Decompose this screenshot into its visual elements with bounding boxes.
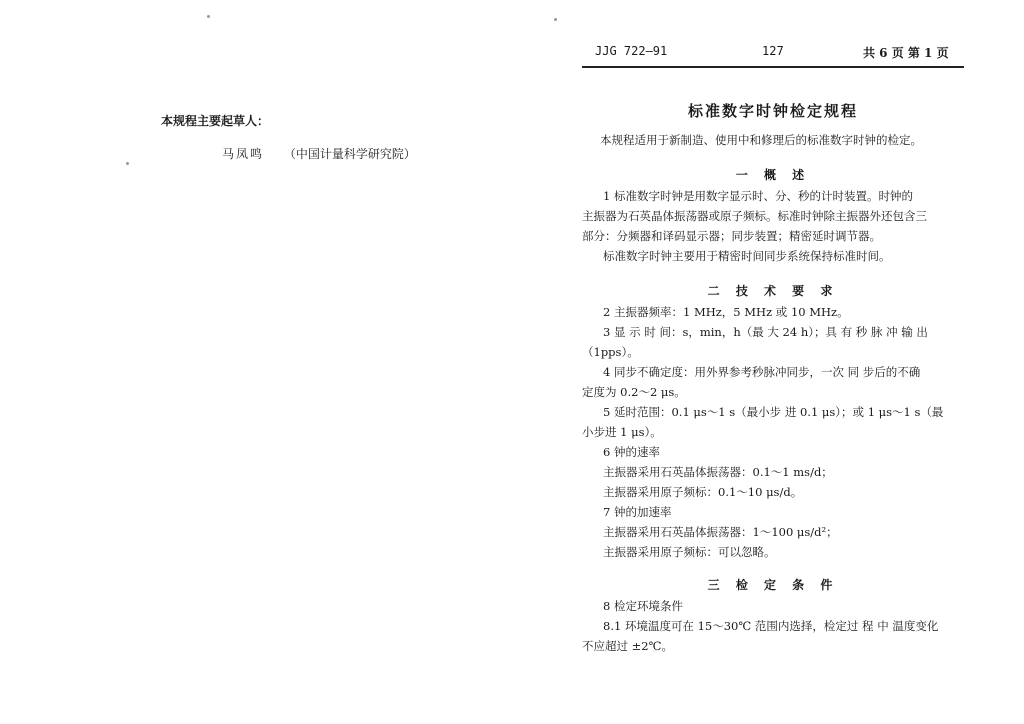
paragraph-line: 标准数字时钟主要用于精密时间同步系统保持标准时间。 bbox=[603, 249, 891, 263]
document-title: 标准数字时钟检定规程 bbox=[687, 102, 858, 120]
paragraph-line: 主振器采用原子频标：可以忽略。 bbox=[603, 545, 776, 559]
paragraph-line: 5 延时范围：0.1 μs～1 s（最小步 进 0.1 μs）；或 1 μs～1 s（最 bbox=[603, 405, 944, 419]
paragraph-line: 定度为 0.2～2 μs。 bbox=[582, 385, 686, 399]
paragraph-line: 小步进 1 μs）。 bbox=[582, 425, 662, 439]
scope-statement: 本规程适用于新制造、使用中和修理后的标准数字时钟的检定。 bbox=[600, 133, 922, 147]
paragraph-line: 6 钟的速率 bbox=[603, 445, 660, 459]
paragraph-line: 2 主振器频率：1 MHz，5 MHz 或 10 MHz。 bbox=[603, 305, 849, 319]
header-rule bbox=[582, 66, 964, 68]
drafter-name: 马凤鸣 bbox=[222, 147, 265, 161]
paragraph-line: 主振器采用石英晶体振荡器：1～100 μs/d²； bbox=[603, 525, 838, 539]
paragraph-line: 1 标准数字时钟是用数字显示时、分、秒的计时装置。时钟的 bbox=[603, 189, 913, 203]
section-heading-technical-requirements: 二 技 术 要 求 bbox=[707, 284, 839, 298]
paragraph-line: 3 显 示 时 间：s，min，h（最 大 24 h）；具 有 秒 脉 冲 输 出 bbox=[603, 325, 928, 339]
paragraph-line: 8.1 环境温度可在 15～30℃ 范围内选择，检定过 程 中 温度变化 bbox=[603, 619, 939, 633]
scan-speck bbox=[207, 15, 210, 18]
paragraph-line: 主振器为石英晶体振荡器或原子频标。标准时钟除主振器外还包含三 bbox=[582, 209, 927, 223]
paragraph-line: 主振器采用石英晶体振荡器：0.1～1 ms/d； bbox=[603, 465, 833, 479]
section-heading-overview: 一 概 述 bbox=[735, 168, 811, 182]
scan-speck bbox=[554, 18, 557, 21]
scan-speck bbox=[126, 162, 129, 165]
page-count: 共 6 页 第 1 页 bbox=[863, 46, 949, 60]
drafter-entry bbox=[222, 145, 416, 162]
page-number: 127 bbox=[762, 44, 784, 58]
paragraph-line: （1pps）。 bbox=[582, 345, 639, 359]
paragraph-line: 4 同步不确定度：用外界参考秒脉冲同步，一次 同 步后的不确 bbox=[603, 365, 921, 379]
paragraph-line: 不应超过 ±2℃。 bbox=[582, 639, 673, 653]
standard-code: JJG 722—91 bbox=[595, 44, 668, 58]
paragraph-line: 部分：分频器和译码显示器；同步装置；精密延时调节器。 bbox=[582, 229, 881, 243]
paragraph-line: 7 钟的加速率 bbox=[603, 505, 672, 519]
section-heading-verification-conditions: 三 检 定 条 件 bbox=[707, 578, 839, 592]
paragraph-line: 主振器采用原子频标：0.1～10 μs/d。 bbox=[603, 485, 803, 499]
drafter-organization: （中国计量科学研究院） bbox=[283, 147, 416, 161]
paragraph-line: 8 检定环境条件 bbox=[603, 599, 683, 613]
drafters-heading: 本规程主要起草人： bbox=[161, 114, 270, 128]
